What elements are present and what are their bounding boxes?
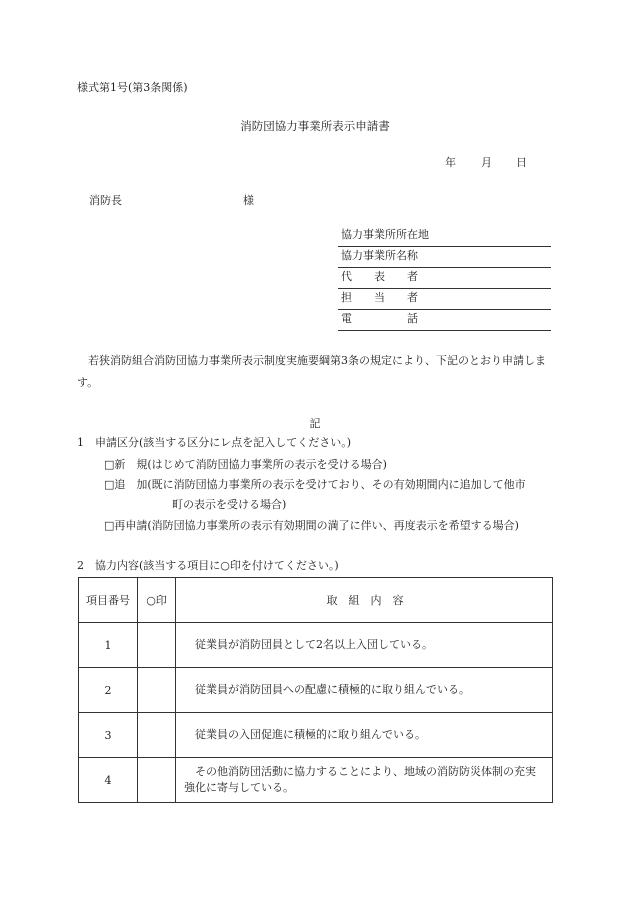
item-number: 1 [79, 623, 138, 668]
table-header-row [79, 578, 553, 623]
document-title: 消防団協力事業所表示申請書 [240, 119, 390, 133]
field-representative[interactable] [338, 268, 551, 289]
item-content-text: 従業員が消防団員として2名以上入団している。 [195, 638, 433, 651]
addressee: 消防長 [89, 194, 122, 207]
item-content [176, 668, 553, 713]
item-number: 4 [79, 758, 138, 803]
date-year-label: 年 [445, 156, 456, 169]
body-text: 若狭消防組合消防団協力事業所表示制度実施要綱第3条の規定により、下記のとおり申請します。 [77, 354, 546, 389]
item-number: 3 [79, 713, 138, 758]
item-number: 2 [79, 668, 138, 713]
ki-marker: 記 [309, 417, 321, 430]
section2-heading: 2 協力内容(該当する項目に○印を付けてください。) [77, 559, 339, 572]
option-additional[interactable]: □追 加(既に消防団協力事業所の表示を受けており、その有効期間内に追加して他市 [104, 478, 526, 491]
item-content [176, 758, 553, 803]
table-row [79, 623, 553, 668]
table-row [79, 713, 553, 758]
field-contact-person[interactable] [338, 289, 551, 310]
section1-heading: 1 申請区分(該当する区分にレ点を記入してください。) [77, 436, 352, 449]
date-month-label: 月 [481, 156, 492, 169]
header-item-number: 項目番号 [79, 578, 138, 623]
option-additional-continued: 町の表示を受ける場合) [172, 498, 287, 511]
option-reapply[interactable]: □再申請(消防団協力事業所の表示有効期間の満了に伴い、再度表示を希望する場合) [104, 519, 519, 532]
item-content [176, 713, 553, 758]
item-content-text: 従業員の入団促進に積極的に取り組んでいる。 [195, 728, 426, 741]
mark-cell[interactable] [138, 758, 176, 803]
mark-cell[interactable] [138, 713, 176, 758]
honorific: 様 [243, 194, 254, 207]
option-new[interactable]: □新 規(はじめて消防団協力事業所の表示を受ける場合) [104, 458, 387, 471]
cooperation-table [78, 577, 553, 803]
table-row [79, 668, 553, 713]
header-content: 取 組 内 容 [176, 578, 553, 623]
item-content [176, 623, 553, 668]
field-phone[interactable] [338, 310, 551, 331]
item-content-text: 従業員が消防団員への配慮に積極的に取り組んでいる。 [195, 683, 470, 696]
field-office-address[interactable] [338, 226, 551, 247]
field-office-name[interactable] [338, 247, 551, 268]
field-label: 電 話 [341, 312, 418, 325]
header-mark: ○印 [138, 578, 176, 623]
field-label: 担 当 者 [341, 291, 418, 304]
field-label: 協力事業所所在地 [341, 228, 429, 241]
field-label: 代 表 者 [341, 270, 418, 283]
mark-cell[interactable] [138, 623, 176, 668]
date-day-label: 日 [516, 156, 527, 169]
mark-cell[interactable] [138, 668, 176, 713]
field-label: 協力事業所名称 [341, 249, 418, 262]
item-content-text: その他消防団活動に協力することにより、地域の消防防災体制の充実強化に寄与している。 [184, 765, 536, 794]
table-row [79, 758, 553, 803]
form-number: 様式第1号(第3条関係) [77, 81, 188, 94]
